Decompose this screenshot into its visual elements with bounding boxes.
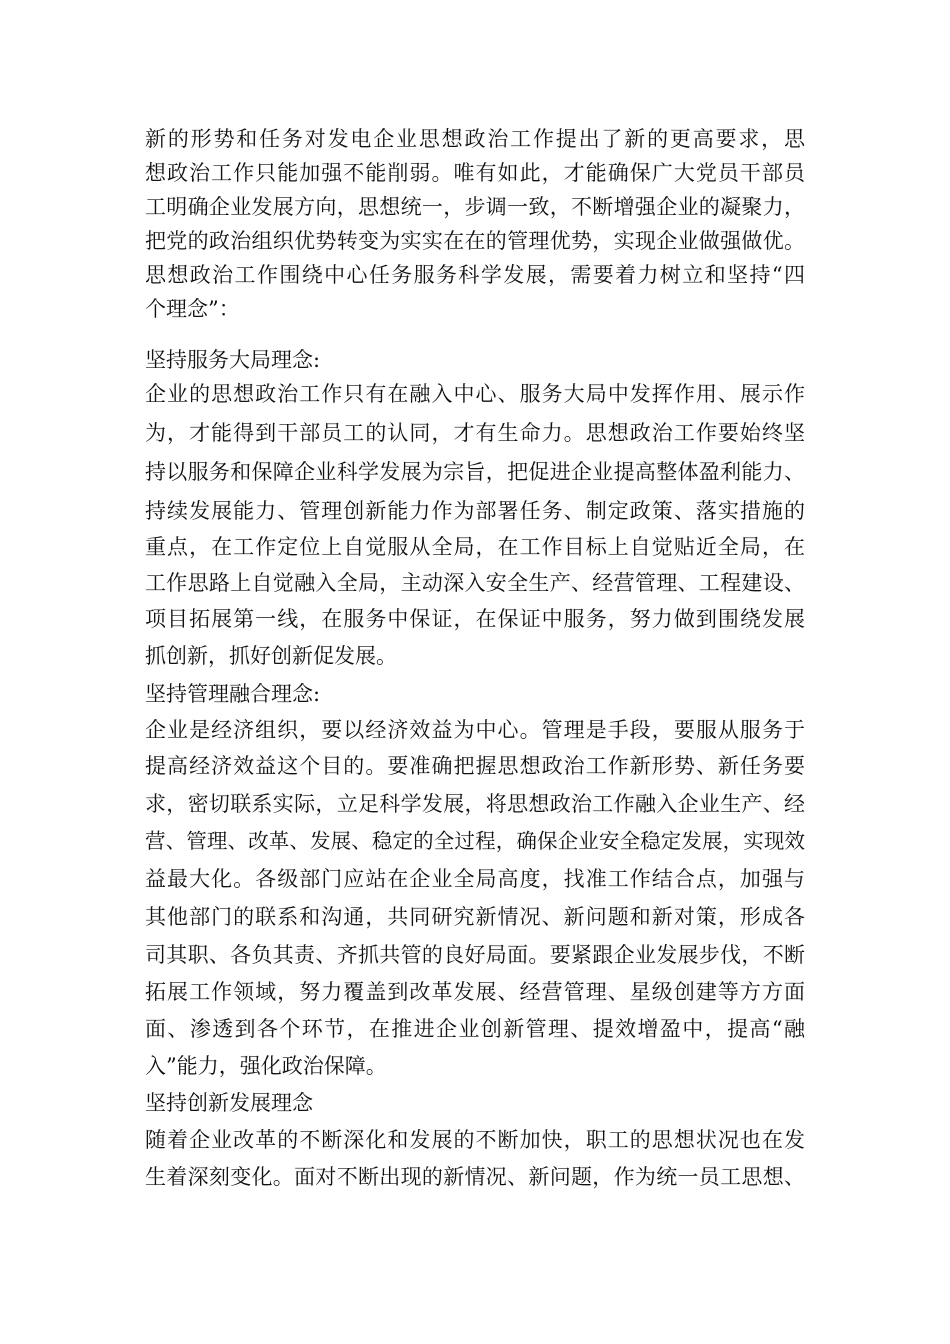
text-line-5: 思想政治工作围绕中心任务服务科学发展，需要着力树立和坚持“四: [145, 263, 805, 287]
text-line-15: 抓创新，抓好创新促发展。: [145, 644, 397, 668]
text-line-2: 想政治工作只能加强不能削弱。唯有如此，才能确保广大党员干部员: [145, 161, 805, 185]
text-line-23: 司其职、各负其责、齐抓共管的良好局面。要紧跟企业发展步伐，不断: [145, 943, 805, 967]
text-line-29: 生着深刻变化。面对不断出现的新情况、新问题，作为统一员工思想、: [145, 1165, 805, 1189]
text-line-28: 随着企业改革的不断深化和发展的不断加快，职工的思想状况也在发: [145, 1128, 805, 1152]
text-line-18: 提高经济效益这个目的。要准确把握思想政治工作新形势、新任务要: [145, 754, 805, 778]
text-line-1: 新的形势和任务对发电企业思想政治工作提出了新的更高要求，思: [145, 127, 805, 151]
text-line-22: 其他部门的联系和沟通，共同研究新情况、新问题和新对策，形成各: [145, 905, 805, 929]
text-line-3: 工明确企业发展方向，思想统一，步调一致，不断增强企业的凝聚力，: [145, 195, 805, 219]
text-line-6: 个理念”：: [145, 297, 240, 321]
text-line-8: 企业的思想政治工作只有在融入中心、服务大局中发挥作用、展示作: [145, 382, 805, 406]
text-line-13: 工作思路上自觉融入全局，主动深入安全生产、经营管理、工程建设、: [145, 571, 805, 595]
section-heading-1: 坚持服务大局理念:: [145, 348, 321, 372]
text-line-21: 益最大化。各级部门应站在企业全局高度，找准工作结合点，加强与: [145, 867, 805, 891]
text-line-10: 持以服务和保障企业科学发展为宗旨，把促进企业提高整体盈利能力、: [145, 460, 805, 484]
text-line-24: 拓展工作领域，努力覆盖到改革发展、经营管理、星级创建等方方面: [145, 980, 805, 1004]
text-line-25: 面、渗透到各个环节，在推进企业创新管理、提效增盈中，提高“融: [145, 1017, 805, 1041]
text-line-19: 求，密切联系实际，立足科学发展，将思想政治工作融入企业生产、经: [145, 792, 805, 816]
text-line-12: 重点，在工作定位上自觉服从全局，在工作目标上自觉贴近全局，在: [145, 535, 805, 559]
section-heading-3: 坚持创新发展理念: [145, 1091, 313, 1115]
text-line-17: 企业是经济组织，要以经济效益为中心。管理是手段，要服从服务于: [145, 718, 805, 742]
section-heading-2: 坚持管理融合理念:: [145, 682, 321, 706]
text-line-20: 营、管理、改革、发展、稳定的全过程，确保企业安全稳定发展，实现效: [145, 829, 805, 853]
text-line-4: 把党的政治组织优势转变为实实在在的管理优势，实现企业做强做优。: [145, 229, 805, 253]
text-line-11: 持续发展能力、管理创新能力作为部署任务、制定政策、落实措施的: [145, 499, 805, 523]
text-line-9: 为，才能得到干部员工的认同，才有生命力。思想政治工作要始终坚: [145, 421, 805, 445]
text-line-26: 入”能力，强化政治保障。: [145, 1054, 387, 1078]
text-line-14: 项目拓展第一线，在服务中保证，在保证中服务，努力做到围绕发展: [145, 607, 805, 631]
